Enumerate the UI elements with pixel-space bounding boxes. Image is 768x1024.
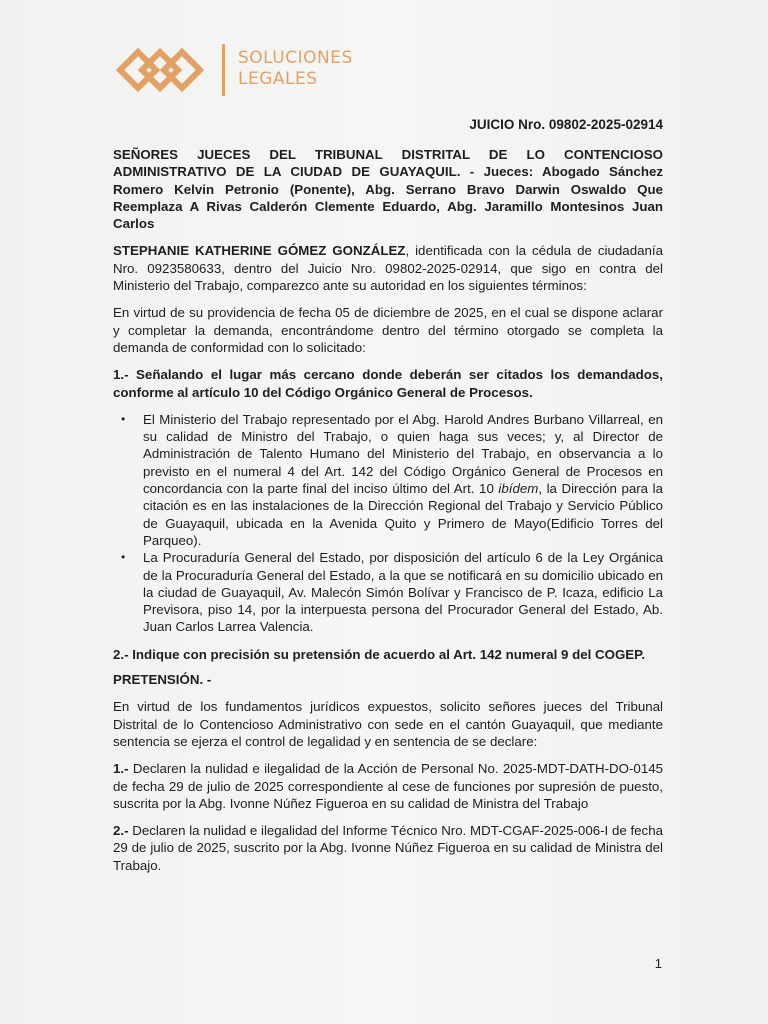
logo-word-soluciones: SOLUCIONES (238, 48, 353, 68)
logo-word-legales: LEGALES (238, 69, 318, 89)
bullet-icon: • (121, 550, 126, 565)
claim-text: Declaren la nulidad e ilegalidad de la Acción de Personal No. 2025-MDT-DATH-DO-0145 de fecha 29 de julio de 2025 correspondiente al cese de funciones por supresión de puesto, suscrita por la Abg. Ivonne Núñez Figueroa en su calidad de Ministra del Trabajo (113, 761, 663, 811)
claim-2 (113, 822, 663, 874)
list-item-text: La Procuraduría General del Estado, por disposición del artículo 6 de la Ley Orgánica de la Procuraduría General del Estado, a la que se notificará en su domicilio ubicado en la ciudad de Guayaquil, Av. Malecón Simón Bolívar y Francisco de P. Icaza, edificio La Previsora, piso 14, por la interpuesta persona del Procurador General del Estado, Ab. Juan Carlos Larrea Valencia. (143, 550, 663, 635)
list-item (121, 549, 663, 635)
intro-text: , identificada con la cédula de ciudadanía Nro. 0923580633, dentro del Juicio Nro. 09802-2025-02914, que sigo en contra del Ministerio del Trabajo, comparezco ante su autoridad en los siguientes términos: (113, 243, 663, 294)
intro-paragraph (113, 242, 663, 294)
section-2-heading: 2.- Indique con precisión su pretensión de acuerdo al Art. 142 numeral 9 del COGEP. (113, 646, 646, 662)
case-number: JUICIO Nro. 09802-2025-02914 (469, 117, 663, 132)
defendants-list (113, 411, 663, 636)
section-1-heading: 1.- Señalando el lugar más cercano donde deberán ser citados los demandados, conforme al artículo 10 del Código Orgánico General de Procesos. (113, 367, 663, 400)
addressee-paragraph: SEÑORES JUECES DEL TRIBUNAL DISTRITAL DE LO CONTENCIOSO ADMINISTRATIVO DE LA CIUDAD DE GUAYAQUIL. - Jueces: Abogado Sánchez Romero Kelvin Petronio (Ponente), Abg. Serrano Bravo Darwin Oswaldo Que Reemplaza A Rivas Calderón Clemente Eduardo, Abg. Jaramillo Montesinos Juan Carlos (113, 147, 663, 232)
plaintiff-name: STEPHANIE KATHERINE GÓMEZ GONZÁLEZ (113, 243, 406, 259)
list-item-italic: ibídem (498, 481, 539, 497)
page-number: 1 (654, 956, 662, 971)
claim-number: 1.- (113, 761, 129, 777)
claim-text: Declaren la nulidad e ilegalidad del Informe Técnico Nro. MDT-CGAF-2025-006-I de fecha 29 de julio de 2025, suscrito por la Abg. Ivonne Núñez Figueroa en su calidad de Ministra del Trabajo. (113, 823, 663, 873)
logo (112, 40, 372, 100)
providencia-paragraph: En virtud de su providencia de fecha 05 de diciembre de 2025, en el cual se dispone aclarar y completar la demanda, encontrándome dentro del término otorgado se completa la demanda de conformidad con lo solicitado: (113, 305, 663, 355)
logo-mark-icon (112, 40, 212, 100)
list-item (121, 411, 663, 549)
list-item-text-end: , la Dirección para la citación es en las instalaciones de la Dirección Regional del Trabajo y Servicio Público de Guayaquil, ubicada en la Avenida Quito y Primero de Mayo(Edificio Torres del Parqueo). (143, 481, 663, 548)
bullet-icon: • (121, 411, 126, 426)
pretension-intro: En virtud de los fundamentos jurídicos expuestos, solicito señores jueces del Tribunal Distrital de lo Contencioso Administrativo con sede en el cantón Guayaquil, que mediante sentencia se ejerza el control de legalidad y en sentencia de se declare: (113, 699, 663, 749)
logo-divider (222, 44, 225, 96)
list-item-text: El Ministerio del Trabajo representado por el Abg. Harold Andres Burbano Villarreal, en su calidad de Ministro del Trabajo, o quien haga sus veces; y, al Director de Administración de Talento Humano del Ministerio del Trabajo, en observancia a lo previsto en el numeral 4 del Art. 142 del Código Orgánico General de Procesos en concordancia con la parte final del inciso último del Art. 10 (143, 411, 663, 497)
document-body (113, 116, 663, 884)
claim-number: 2.- (113, 823, 129, 839)
claim-1 (113, 760, 663, 812)
pretension-heading: PRETENSIÓN. - (113, 672, 212, 688)
